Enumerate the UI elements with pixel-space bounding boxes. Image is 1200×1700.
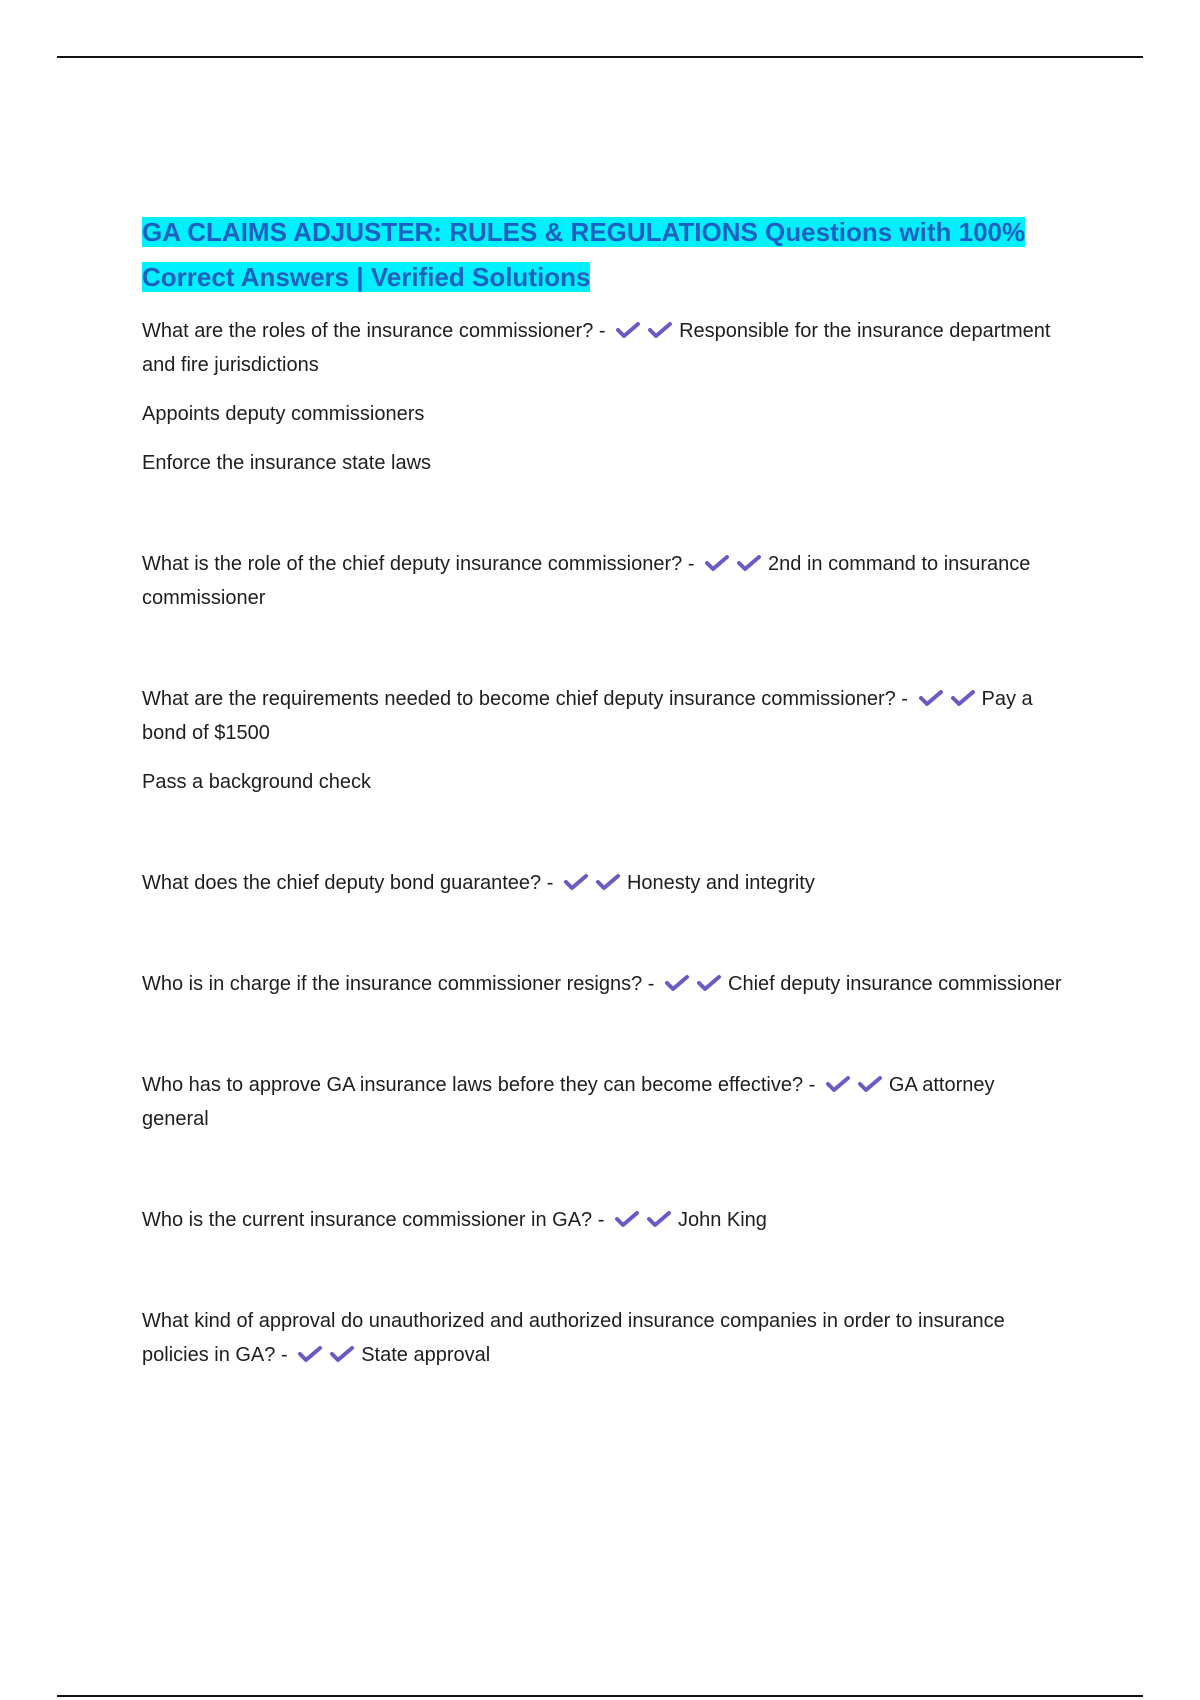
qa-line xyxy=(142,314,1062,382)
check-icon xyxy=(615,321,641,339)
check-icon xyxy=(696,974,722,992)
qa-line xyxy=(142,967,1062,1001)
qa-item xyxy=(142,682,1062,799)
qa-item xyxy=(142,314,1062,480)
answer-text: Honesty and integrity xyxy=(626,872,815,894)
check-icon xyxy=(595,873,621,891)
qa-item xyxy=(142,1203,1062,1237)
check-icon xyxy=(664,974,690,992)
document-title: GA CLAIMS ADJUSTER: RULES & REGULATIONS Questions with 100% Correct Answers | Verified Solutions xyxy=(142,217,1026,292)
answer-text: State approval xyxy=(361,1344,491,1366)
check-icon xyxy=(646,1210,672,1228)
answer-text: GA attorney general xyxy=(142,1074,995,1130)
question-text: What does the chief deputy bond guarantee? - xyxy=(142,872,554,894)
question-text: What kind of approval do unauthorized and authorized insurance companies in order to insurance policies in GA? - xyxy=(142,1310,1005,1366)
qa-line xyxy=(142,682,1062,750)
answer-text: Chief deputy insurance commissioner xyxy=(728,973,1062,995)
top-rule xyxy=(57,56,1143,58)
answer-extra-line: Appoints deputy commissioners xyxy=(142,403,425,425)
qa-line xyxy=(142,1203,1062,1237)
qa-item xyxy=(142,1304,1062,1372)
check-icon xyxy=(704,554,730,572)
qa-item xyxy=(142,866,1062,900)
question-text: Who has to approve GA insurance laws before they can become effective? - xyxy=(142,1074,816,1096)
answer-text: Responsible for the insurance department and fire jurisdictions xyxy=(142,320,1051,376)
check-icon xyxy=(736,554,762,572)
question-text: Who is in charge if the insurance commissioner resigns? - xyxy=(142,973,655,995)
qa-item xyxy=(142,1068,1062,1136)
qa-line xyxy=(142,866,1062,900)
check-icon xyxy=(563,873,589,891)
qa-item xyxy=(142,547,1062,615)
document-body xyxy=(142,210,1062,1387)
qa-line xyxy=(142,547,1062,615)
qa-line xyxy=(142,1304,1062,1372)
check-icon xyxy=(918,689,944,707)
question-text: What is the role of the chief deputy insurance commissioner? - xyxy=(142,553,695,575)
answer-extra-line: Pass a background check xyxy=(142,771,372,793)
check-icon xyxy=(825,1075,851,1093)
question-text: What are the roles of the insurance commissioner? - xyxy=(142,320,606,342)
question-text: What are the requirements needed to become chief deputy insurance commissioner? - xyxy=(142,688,908,710)
answer-text: Pay a bond of $1500 xyxy=(142,688,1033,744)
check-icon xyxy=(297,1345,323,1363)
check-icon xyxy=(329,1345,355,1363)
answer-text: 2nd in command to insurance commissioner xyxy=(142,553,1031,609)
check-icon xyxy=(647,321,673,339)
answer-extra-line: Enforce the insurance state laws xyxy=(142,452,432,474)
check-icon xyxy=(857,1075,883,1093)
check-icon xyxy=(614,1210,640,1228)
answer-text: John King xyxy=(677,1209,767,1231)
qa-item xyxy=(142,967,1062,1001)
qa-line xyxy=(142,1068,1062,1136)
check-icon xyxy=(950,689,976,707)
question-text: Who is the current insurance commissioner in GA? - xyxy=(142,1209,605,1231)
bottom-rule xyxy=(57,1695,1143,1697)
